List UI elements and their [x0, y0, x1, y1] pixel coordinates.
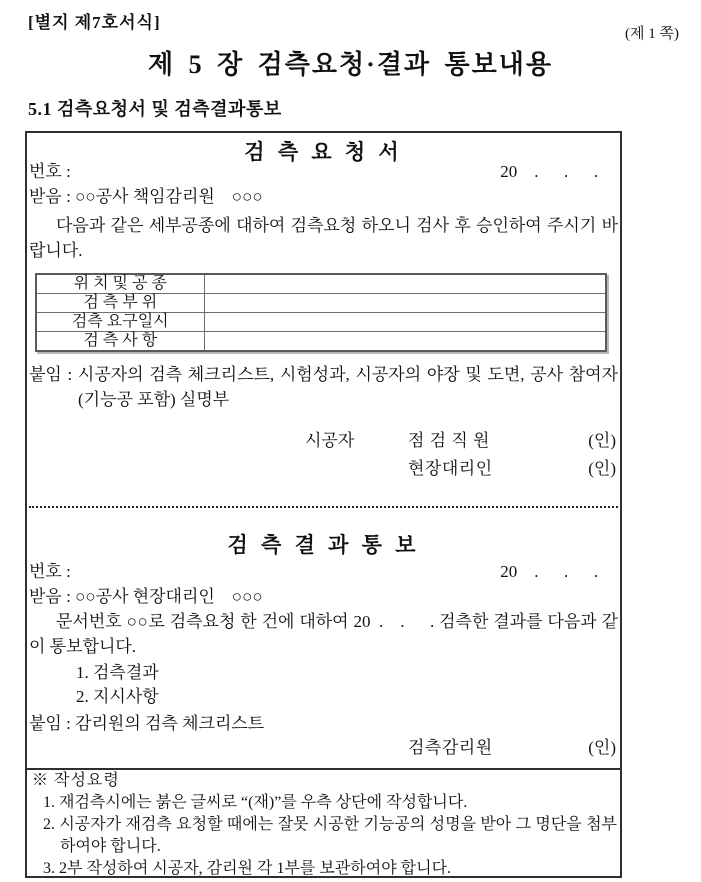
notes-heading: ※ 작성요령: [32, 772, 120, 789]
note-item-1: 1. 재검측시에는 붉은 글씨로 “(재)”를 우측 상단에 작성합니다.: [43, 794, 468, 811]
table-row: [36, 332, 606, 352]
request-signature-row-1: [29, 429, 618, 453]
result-number-label: 번호 :: [29, 562, 71, 581]
form-code: [별지 제7호서식]: [28, 13, 161, 32]
result-form-title: 검 측 결 과 통 보: [227, 533, 420, 557]
signature-role: 검측감리원: [408, 738, 493, 757]
result-item-1: 1. 검측결과: [76, 663, 159, 682]
table-row: [36, 294, 606, 313]
row-value-inspection-area: [204, 294, 606, 313]
signature-seal-mark: (인): [588, 738, 616, 757]
signature-group: [305, 457, 408, 481]
signature-spacer: [29, 429, 305, 453]
table-row: [36, 313, 606, 332]
perforation-dotted-divider: [29, 506, 618, 508]
form-box: [25, 131, 622, 878]
row-value-location-worktype: [204, 274, 606, 294]
result-signature-row: [29, 736, 618, 760]
result-items-list: [76, 661, 159, 709]
row-value-requested-datetime: [204, 313, 606, 332]
note-item-2: 2. 시공자가 재검측 요청할 때에는 잘못 시공한 기능공의 성명을 받아 그 명단을 첨부하여야 합니다.: [43, 816, 617, 855]
row-label-location-worktype: 위 치 및 공 종: [36, 274, 204, 294]
signature-spacer: [29, 736, 305, 760]
table-row: [36, 274, 606, 294]
request-form-title: 검 측 요 청 서: [244, 140, 403, 164]
signature-spacer: [29, 457, 305, 481]
notes-section: [30, 770, 617, 878]
note-item-3: 3. 2부 작성하여 시공자, 감리원 각 1부를 보관하여야 합니다.: [43, 860, 452, 877]
request-signature-row-2: [29, 457, 618, 481]
signature-group: 시공자: [305, 431, 355, 450]
row-value-inspection-items: [204, 332, 606, 352]
page-number-note: (제 1 쪽): [625, 26, 679, 42]
request-number-label: 번호 :: [29, 162, 71, 181]
request-recipient: 받음 : ○○공사 책임감리원 ○○○: [29, 187, 263, 206]
row-label-inspection-items: 검 측 사 항: [36, 332, 204, 352]
signature-role: 현장대리인: [408, 459, 493, 478]
request-date: 20 . . .: [500, 162, 598, 181]
signature-seal-mark: (인): [588, 431, 616, 450]
result-number-row: [29, 559, 618, 584]
signature-role: 점 검 직 원: [408, 431, 490, 450]
result-body-text: 문서번호 ○○로 검측요청 한 건에 대하여 20 . . . 검측한 결과를 다음과 같이 통보합니다.: [29, 612, 618, 656]
result-item-2: 2. 지시사항: [76, 687, 159, 706]
request-attachment: 붙임 : 시공자의 검측 체크리스트, 시험성과, 시공자의 야장 및 도면, 공사 참여자(기능공 포함) 실명부: [29, 365, 618, 409]
signature-group: [305, 736, 408, 760]
request-body-text: 다음과 같은 세부공종에 대하여 검측요청 하오니 검사 후 승인하여 주시기 바랍니다.: [29, 216, 618, 260]
request-number-row: [29, 159, 618, 184]
row-label-requested-datetime: 검측 요구일시: [36, 313, 204, 332]
row-label-inspection-area: 검 측 부 위: [36, 294, 204, 313]
result-attachment: 붙임 : 감리원의 검측 체크리스트: [29, 714, 265, 733]
document-title: 제 5 장 검측요청·결과 통보내용: [147, 50, 554, 79]
request-detail-table: [35, 273, 607, 352]
section-heading: 5.1 검측요청서 및 검측결과통보: [28, 99, 282, 119]
result-date: 20 . . .: [500, 562, 598, 581]
result-recipient: 받음 : ○○공사 현장대리인 ○○○: [29, 587, 263, 606]
signature-seal-mark: (인): [588, 459, 616, 478]
